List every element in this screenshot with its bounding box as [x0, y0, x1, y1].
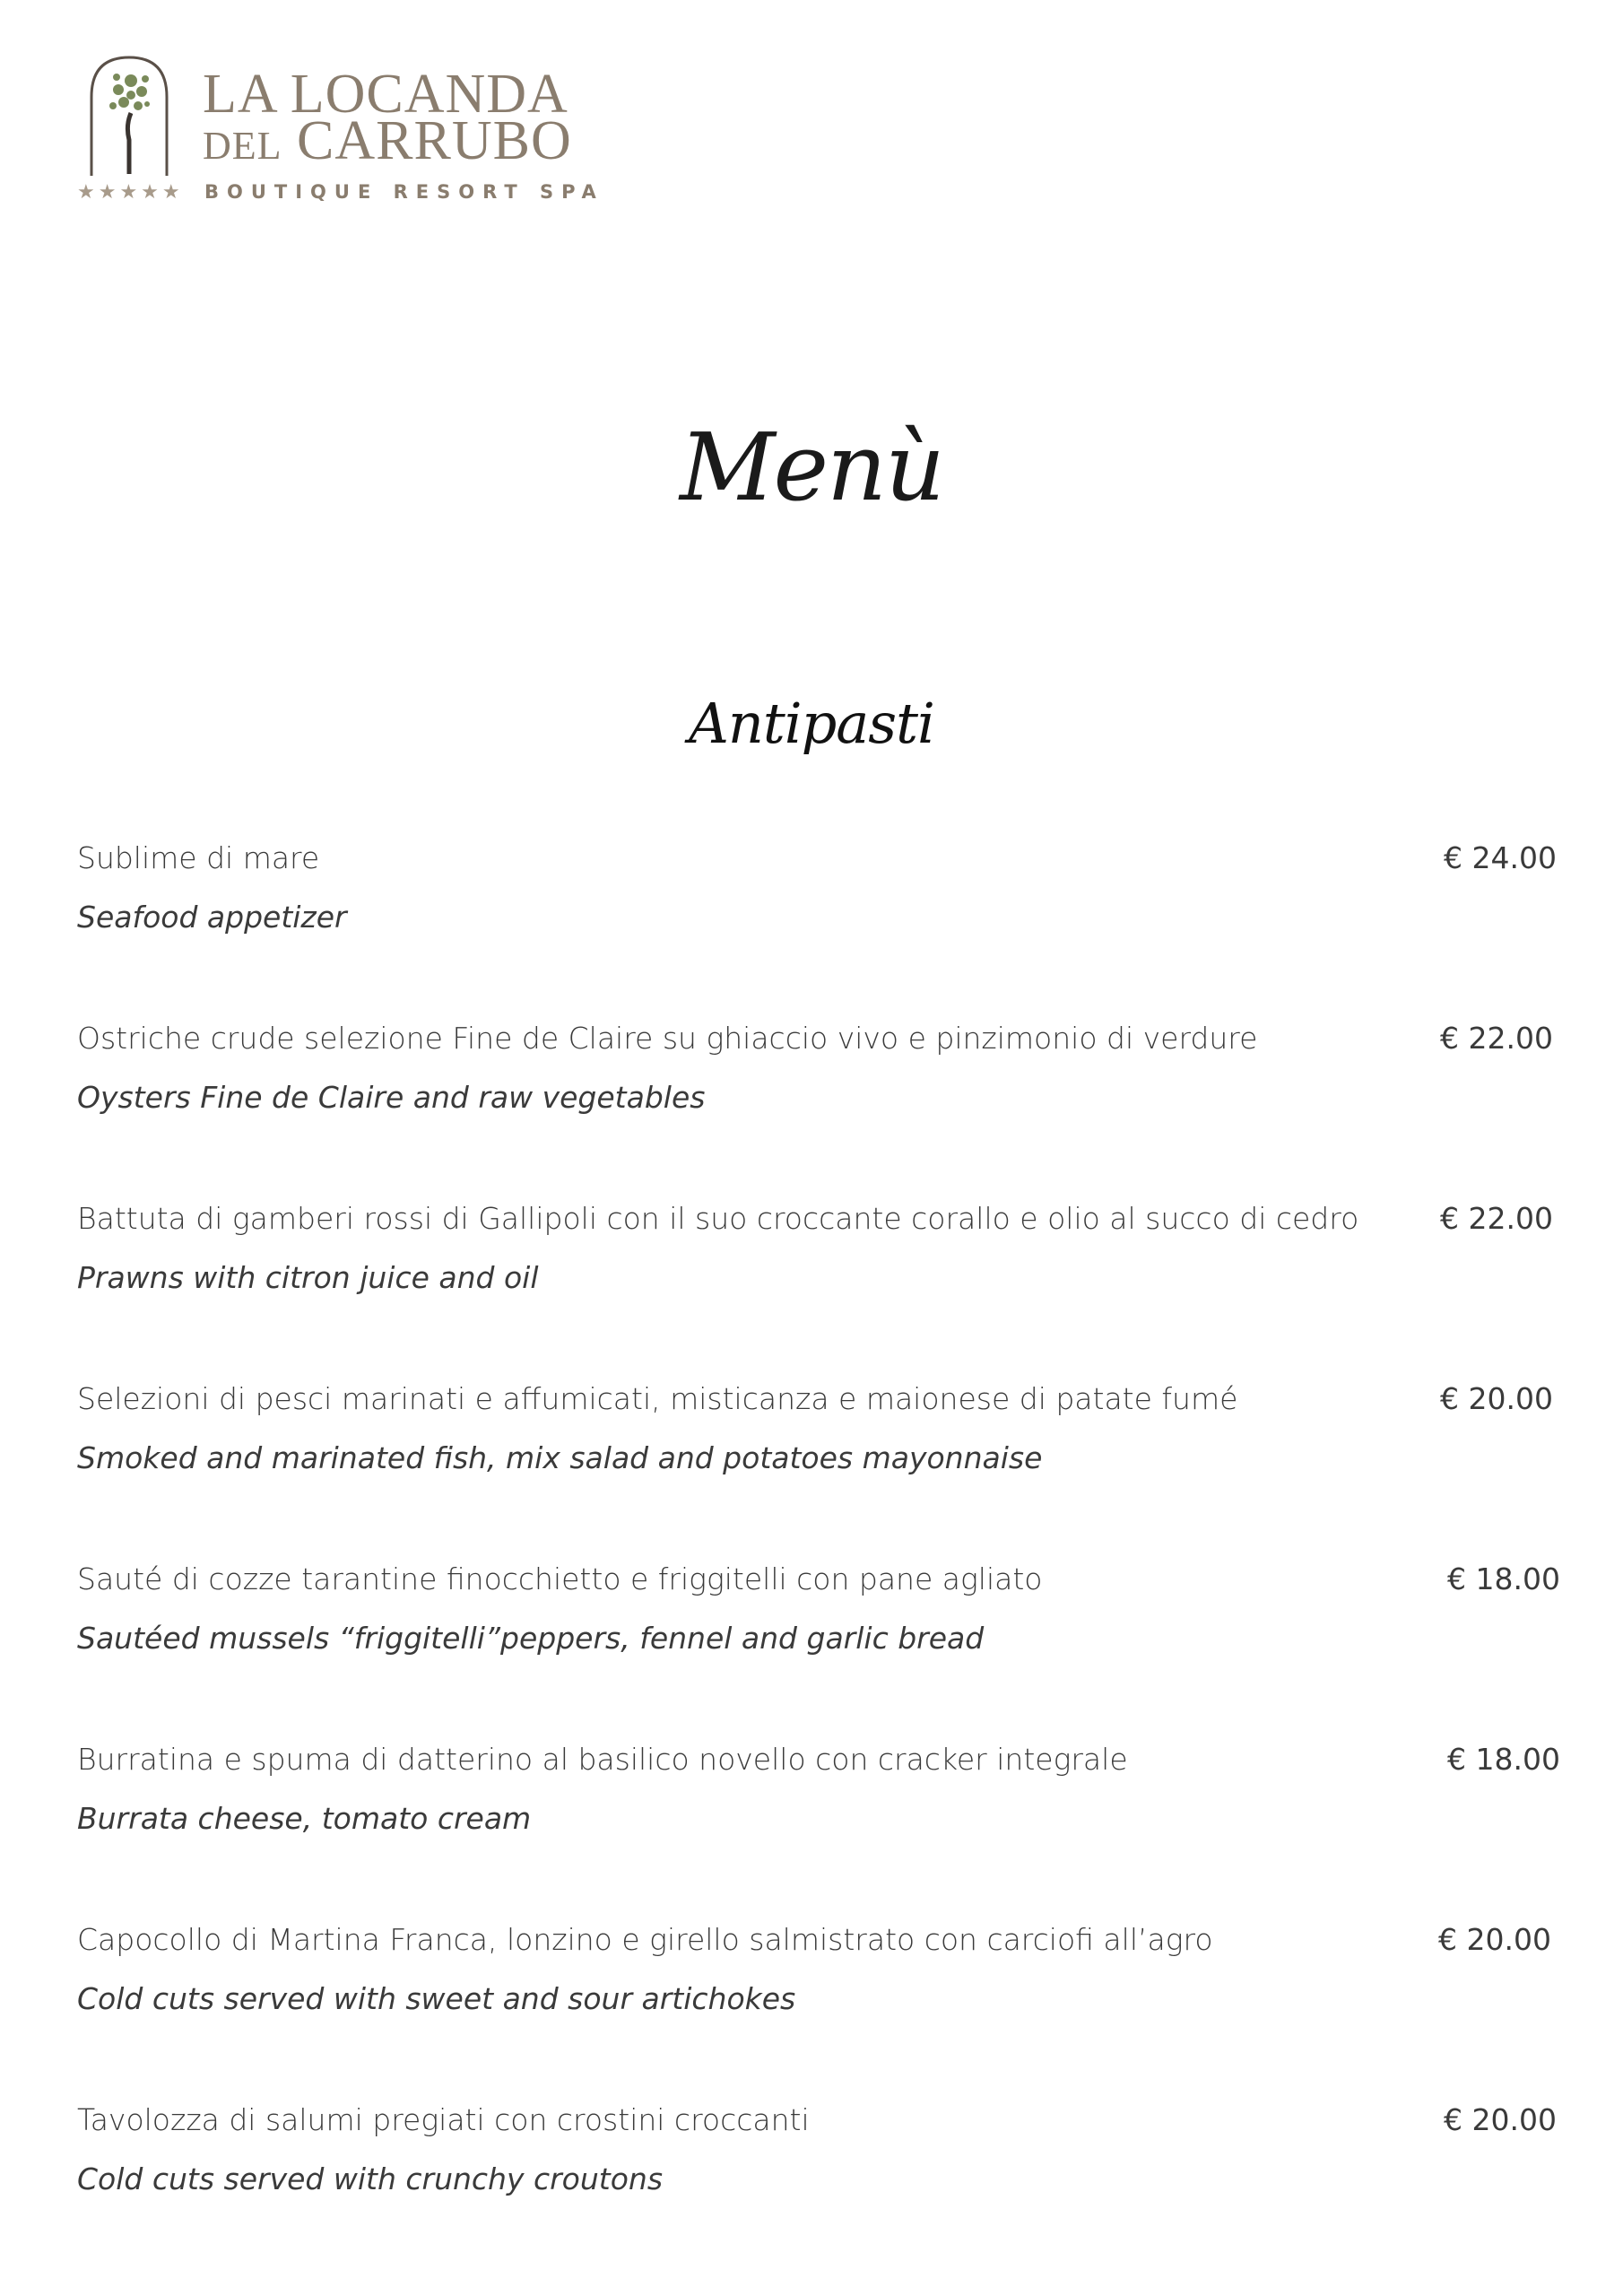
section-title: Antipasti: [689, 691, 934, 756]
menu-item: [77, 1740, 1560, 1920]
menu-item: [77, 2100, 1557, 2281]
item-price: € 20.00: [1438, 1922, 1551, 1957]
item-price: € 24.00: [1444, 840, 1557, 875]
logo-line-2: [203, 111, 572, 176]
item-description: Smoked and marinated fish, mix salad and potatoes mayonnaise: [77, 1440, 1043, 1475]
item-description: Seafood appetizer: [77, 900, 347, 935]
item-name: Ostriche crude selezione Fine de Claire su ghiaccio vivo e pinzimonio di verdure: [77, 1021, 1258, 1056]
item-price: € 18.00: [1447, 1742, 1560, 1777]
item-price: € 18.00: [1447, 1561, 1560, 1596]
arch-tree-icon: [86, 54, 172, 178]
logo-line-1: LA LOCANDA: [203, 64, 568, 125]
item-description: Oysters Fine de Claire and raw vegetables: [77, 1080, 706, 1115]
item-description: Burrata cheese, tomato cream: [77, 1801, 532, 1836]
item-name: Sauté di cozze tarantine finocchietto e friggitelli con pane agliato: [77, 1561, 1043, 1596]
item-description: Sautéed mussels “friggitelli”peppers, fennel and garlic bread: [77, 1621, 985, 1656]
item-description: Cold cuts served with crunchy croutons: [77, 2161, 664, 2196]
logo: [77, 50, 604, 212]
item-price: € 20.00: [1440, 1381, 1553, 1416]
item-price: € 20.00: [1444, 2102, 1557, 2137]
menu-item: [77, 1019, 1557, 1199]
menu-item: [77, 1379, 1557, 1560]
item-price: € 22.00: [1440, 1021, 1553, 1056]
item-name: Selezioni di pesci marinati e affumicati, misticanza e maionese di patate fumé: [77, 1381, 1238, 1416]
item-description: Cold cuts served with sweet and sour artichokes: [77, 1981, 796, 2016]
item-description: Prawns with citron juice and oil: [77, 1260, 539, 1295]
logo-line-2-large: CARRUBO: [297, 110, 572, 171]
star-rating-icons: ★★★★★: [77, 181, 184, 204]
logo-tagline: BOUTIQUE RESORT SPA: [204, 181, 604, 203]
item-name: Capocollo di Martina Franca, lonzino e girello salmistrato con carciofi all’agro: [77, 1922, 1213, 1957]
item-name: Sublime di mare: [77, 840, 320, 875]
menu-item-list: [77, 839, 1560, 2281]
item-name: Battuta di gamberi rossi di Gallipoli con il suo croccante corallo e olio al succo di cedro: [77, 1201, 1359, 1236]
menu-item: [77, 839, 1557, 1019]
menu-item: [77, 1920, 1557, 2100]
page-title: Menù: [680, 413, 943, 522]
menu-item: [77, 1560, 1560, 1740]
item-name: Tavolozza di salumi pregiati con crostini croccanti: [77, 2102, 810, 2137]
menu-item: [77, 1199, 1557, 1379]
item-price: € 22.00: [1440, 1201, 1553, 1236]
logo-line-2-small: DEL: [203, 124, 282, 168]
item-name: Burratina e spuma di datterino al basilico novello con cracker integrale: [77, 1742, 1128, 1777]
